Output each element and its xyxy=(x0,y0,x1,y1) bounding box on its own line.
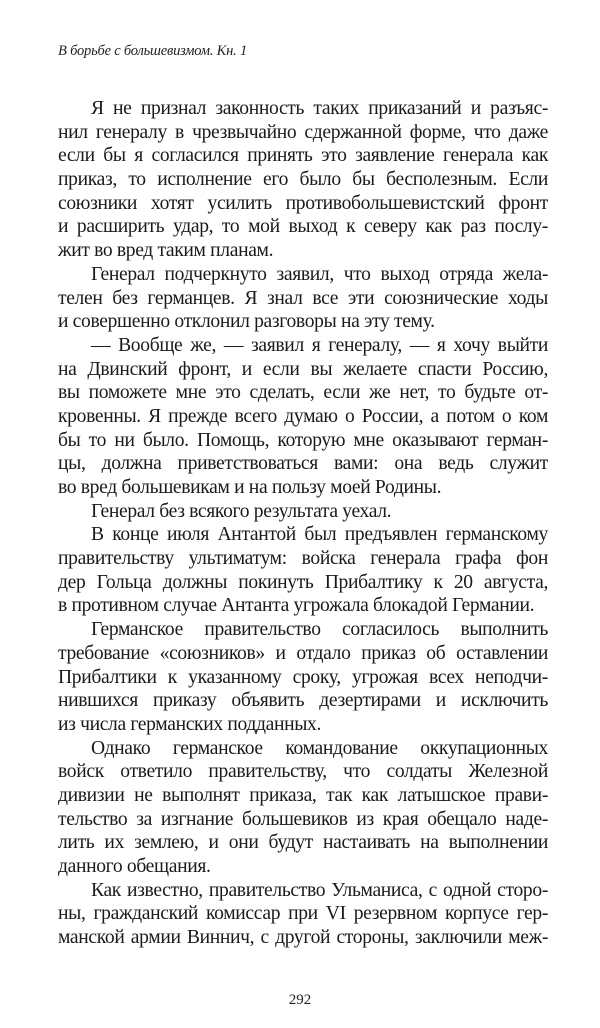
text-line: Прибалтики к указанному сроку, угрожая всех неподчи- xyxy=(58,666,548,688)
paragraph xyxy=(58,523,548,618)
text-line: вы поможете мне это сделать, если же нет, то будьте от- xyxy=(58,382,548,404)
text-line: Я не признал законность таких приказаний и разъяс- xyxy=(91,98,548,119)
text-line: союзники хотят усилить противобольшевистский фронт xyxy=(58,192,548,214)
text-line: Однако германское командование оккупационных xyxy=(91,737,548,759)
text-line: кровенны. Я прежде всего думаю о России, а потом о ком xyxy=(58,405,548,427)
text-line: во вред большевикам и на пользу моей Родины. xyxy=(58,477,442,498)
text-line: жит во вред таким планам. xyxy=(58,240,274,262)
text-line: нившихся приказу объявить дезертирами и исключить xyxy=(58,690,548,712)
text-line: нил генералу в чрезвычайно сдержанной форме, что даже xyxy=(58,121,548,143)
running-head-title: В борьбе с большевизмом. Кн. 1 xyxy=(58,43,248,59)
text-line: ны, гражданский комиссар при VI резервном корпусе гер- xyxy=(58,903,548,925)
text-line: бы то ни было. Помощь, которую мне оказывают герман- xyxy=(58,429,548,451)
text-line: В конце июля Антантой был предъявлен германскому xyxy=(91,524,548,546)
text-line: в противном случае Антанта угрожала блокадой Германии. xyxy=(58,595,535,617)
text-line: манской армии Виннич, с другой стороны, заключили меж- xyxy=(58,927,548,949)
text-line: и совершенно отклонил разговоры на эту тему. xyxy=(58,311,435,333)
text-line: из числа германских подданных. xyxy=(58,713,322,735)
text-line: цы, должна приветствоваться вами: она ведь служит xyxy=(58,453,548,475)
paragraph xyxy=(58,97,548,263)
text-line: тельство за изгнание большевиков из края обещало наде- xyxy=(58,808,548,830)
text-line: Генерал без всякого результата уехал. xyxy=(91,500,392,522)
text-line: дер Гольца должны покинуть Прибалтику к 20 августа, xyxy=(58,571,548,593)
text-line: правительству ультиматум: войска генерала графа фон xyxy=(58,548,548,570)
text-line: дивизии не выполнят приказа, так как латышское прави- xyxy=(58,784,548,806)
paragraph xyxy=(58,879,548,950)
text-line: Как известно, правительство Ульманиса, с одной сторо- xyxy=(91,879,548,901)
text-line: войск ответило правительству, что солдаты Железной xyxy=(58,761,548,783)
text-line: — Вообще же, — заявил я генералу, — я хочу выйти xyxy=(91,334,548,356)
text-line: и расширить удар, то мой выход к северу как раз послу- xyxy=(58,216,548,238)
text-line: если бы я согласился принять это заявление генерала как xyxy=(58,145,548,167)
paragraph xyxy=(58,618,548,736)
paragraph xyxy=(58,263,548,334)
paragraph xyxy=(58,500,548,524)
text-line: на Двинский фронт, и если вы желаете спасти Россию, xyxy=(58,358,548,380)
text-line: телен без германцев. Я знал все эти союзнические ходы xyxy=(58,287,548,309)
text-line: требование «союзников» и отдало приказ об оставлении xyxy=(58,642,548,664)
page-body-text xyxy=(58,97,548,950)
page-number: 292 xyxy=(288,992,312,1008)
text-line: Германское правительство согласилось выполнить xyxy=(91,619,548,641)
text-line: данного обещания. xyxy=(58,856,211,877)
paragraph xyxy=(58,334,548,500)
paragraph xyxy=(58,737,548,879)
text-line: приказ, то исполнение его было бы бесполезным. Если xyxy=(58,169,548,191)
text-line: Генерал подчеркнуто заявил, что выход отряда жела- xyxy=(91,263,548,285)
text-line: лить их землею, и они будут настаивать на выполнении xyxy=(58,832,548,854)
